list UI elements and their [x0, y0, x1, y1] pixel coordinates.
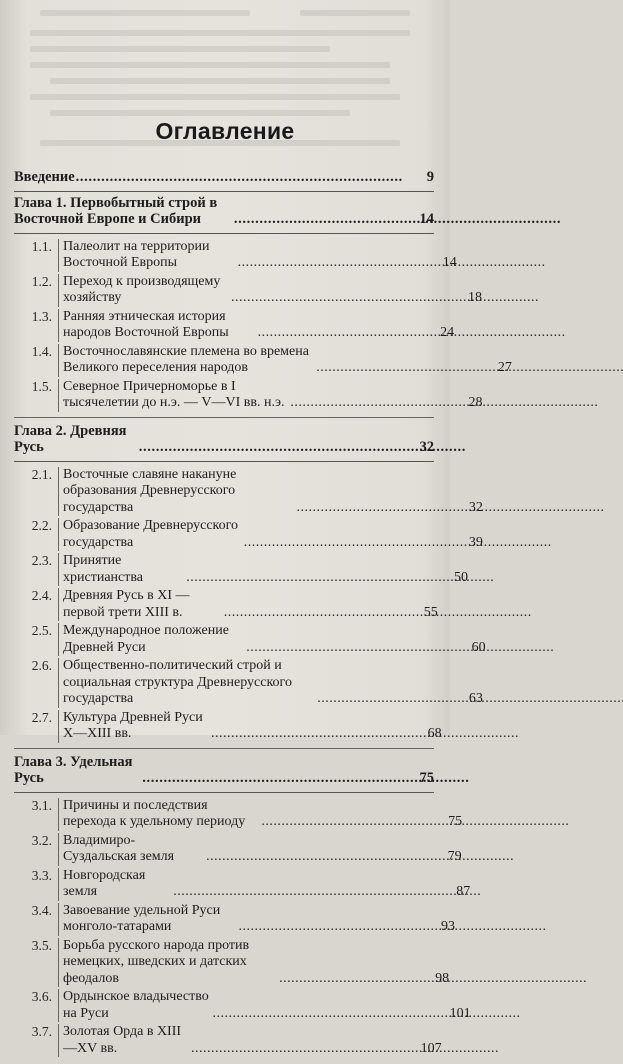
chapter-heading[interactable] [14, 192, 434, 234]
section-number: 2.3. [31, 553, 52, 568]
chapter-1 [14, 192, 512, 418]
toc-page-number: 79 [447, 849, 462, 864]
toc-section[interactable] [14, 308, 455, 343]
section-title: Владимиро-Суздальская земля [63, 832, 175, 864]
dot-leader [316, 360, 494, 377]
section-number: 1.3. [31, 308, 52, 324]
toc-section[interactable] [14, 902, 455, 937]
section-number: 2.1. [31, 466, 52, 482]
toc-section[interactable] [14, 657, 483, 709]
toc-section[interactable] [14, 988, 471, 1023]
toc-section[interactable] [14, 378, 483, 413]
chapter-title: Глава 1. Первобытный строй в Восточной Европе и Сибири [14, 194, 218, 227]
section-title: Ордынское владычество на Руси [63, 989, 209, 1021]
section-title: Культура Древней Руси X—XIII вв. [63, 709, 203, 741]
toc-section[interactable] [14, 517, 483, 552]
section-number: 2.5. [31, 623, 52, 638]
toc-page-number: 32 [419, 439, 434, 455]
section-title: Общественно-политический строй и социальная структура Древнерусского государства [63, 658, 292, 706]
chapter-2 [14, 420, 486, 749]
toc-section[interactable] [14, 832, 462, 867]
dot-leader [290, 395, 464, 412]
section-title: Восточные славяне накануне образования Древнерусского государства [63, 466, 237, 515]
toc-page-number: 98 [435, 970, 450, 986]
toc-page-number: 50 [454, 569, 468, 585]
section-number: 1.4. [31, 343, 52, 359]
toc-section[interactable] [14, 937, 450, 989]
section-title: Принятие христианства [63, 553, 143, 585]
section-title: Палеолит на территории Восточной Европы [63, 238, 210, 270]
section-number: 3.7. [31, 1024, 52, 1039]
section-number: 3.2. [31, 832, 52, 848]
section-title: Северное Причерноморье в I тысячелетии до н.э. — V—VI вв. н.э. [63, 378, 285, 410]
dot-leader [244, 535, 465, 552]
toc-page-number: 18 [468, 290, 483, 305]
toc-page-number: 68 [427, 726, 442, 741]
chapter-heading[interactable] [14, 420, 434, 462]
section-number: 3.3. [31, 867, 52, 883]
section-title: Завоевание удельной Руси монголо-татарами [63, 902, 221, 934]
toc-page-number: 28 [468, 395, 483, 410]
toc-page-number: 32 [468, 499, 483, 515]
toc-section[interactable] [14, 587, 438, 622]
dot-leader [239, 919, 437, 936]
dot-leader [261, 814, 444, 831]
dot-leader [173, 884, 452, 901]
toc-section[interactable] [14, 462, 483, 518]
section-number: 3.4. [31, 902, 52, 918]
section-list [14, 793, 471, 1063]
dot-leader [76, 169, 422, 186]
section-number: 1.2. [31, 273, 52, 289]
section-number: 3.1. [31, 797, 52, 813]
toc-page-number: 101 [449, 1005, 471, 1021]
toc-section[interactable] [14, 622, 486, 657]
toc-section[interactable] [14, 1023, 442, 1058]
dot-leader [297, 500, 465, 517]
toc-section[interactable] [14, 793, 463, 832]
section-title: Образование Древнерусского государства [63, 518, 239, 550]
section-list [14, 234, 512, 418]
section-title: Золотая Орда в XIII—XV вв. [63, 1024, 182, 1056]
section-title: Переход к производящему хозяйству [63, 273, 221, 305]
section-list [14, 462, 486, 749]
section-title: Причины и последствия перехода к удельному периоду [63, 797, 246, 829]
section-number: 2.6. [31, 658, 52, 673]
toc-page-number: 24 [440, 325, 455, 340]
toc-section[interactable] [14, 273, 483, 308]
dot-leader [211, 726, 424, 743]
toc-page-number: 39 [468, 534, 483, 550]
chapter-3 [14, 751, 471, 1063]
toc-entry-label: Введение [14, 169, 75, 185]
section-number: 1.1. [31, 238, 52, 254]
chapter-heading[interactable] [14, 751, 434, 793]
section-title: Восточнославянские племена во времена Великого переселения народов [63, 343, 309, 375]
dot-leader [279, 971, 431, 988]
toc-page-number: 14 [442, 255, 457, 270]
chapter-title: Глава 3. Удельная Русь [14, 753, 133, 786]
toc-section[interactable] [14, 234, 457, 273]
toc-section[interactable] [14, 552, 468, 587]
dot-leader [231, 290, 464, 307]
toc-page-number: 75 [419, 770, 434, 786]
toc-page-number: 75 [448, 814, 463, 829]
dot-leader [213, 1006, 446, 1023]
toc-page-number: 9 [426, 169, 434, 185]
section-title: Международное положение Древней Руси [63, 623, 229, 655]
section-number: 3.5. [31, 937, 52, 953]
section-title: Ранняя этническая история народов Восточной Европы [63, 308, 229, 340]
toc-page-number: 87 [456, 884, 471, 899]
section-number: 2.7. [31, 709, 52, 725]
toc-page-number: 27 [497, 360, 512, 375]
dot-leader [317, 691, 465, 708]
toc-section[interactable] [14, 867, 471, 902]
table-of-contents [14, 166, 512, 1064]
toc-page-number: 63 [468, 691, 483, 706]
toc-section[interactable] [14, 343, 512, 378]
chapter-title: Глава 2. Древняя Русь [14, 422, 127, 455]
dot-leader [186, 570, 450, 587]
toc-page-number: 14 [419, 211, 434, 227]
dot-leader [191, 1041, 417, 1058]
page-title: Оглавление [155, 118, 295, 144]
section-number: 3.6. [31, 989, 52, 1004]
dot-leader [246, 640, 467, 657]
section-title: Новгородская земля [63, 867, 146, 899]
dot-leader [234, 211, 415, 228]
section-number: 1.5. [31, 378, 52, 394]
dot-leader [258, 325, 437, 342]
dot-leader [238, 255, 439, 272]
section-title: Борьба русского народа против немецких, шведских и датских феодалов [63, 937, 250, 986]
toc-page-number: 55 [423, 604, 438, 620]
toc-entry-intro[interactable] [14, 166, 434, 192]
dot-leader [206, 849, 443, 866]
dot-leader [142, 770, 414, 787]
dot-leader [224, 605, 420, 622]
toc-page-number: 93 [440, 919, 455, 934]
toc-page-number: 107 [420, 1040, 442, 1056]
dot-leader [139, 439, 415, 456]
toc-section[interactable] [14, 709, 442, 744]
section-number: 2.4. [31, 588, 52, 603]
toc-page-number: 60 [471, 639, 486, 655]
section-number: 2.2. [31, 518, 52, 533]
section-title: Древняя Русь в XI — первой трети XIII в. [63, 588, 190, 620]
